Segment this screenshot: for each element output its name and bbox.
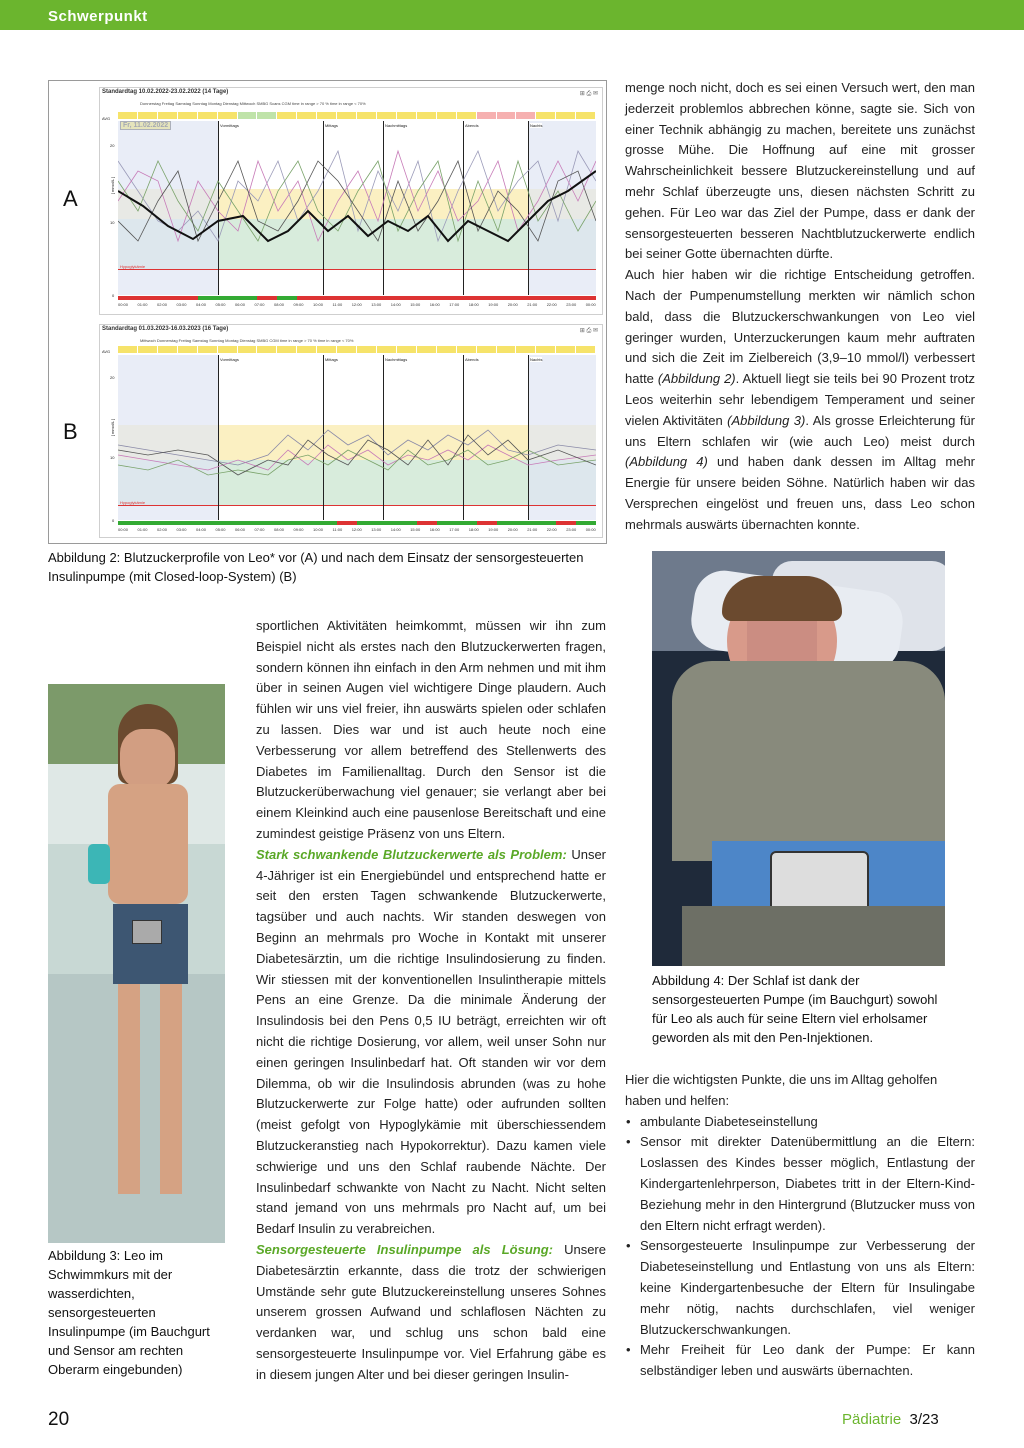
figure-reference: (Abbildung 3) <box>727 412 806 428</box>
segment-label-nachmittags: Nachmittags <box>385 357 408 362</box>
hypo-label: Hypoglykämie <box>120 264 146 269</box>
footer-journal <box>842 1411 939 1428</box>
chart-b-title: Standardtag 01.03.2023-16.03.2023 (16 Tage) <box>102 326 229 332</box>
subheading: Sensorgesteuerte Insulinpumpe als Lösung: <box>256 1241 553 1257</box>
list-item: • Sensorgesteuerte Insulinpumpe zur Verbesserung der Diabeteseinstellung und Entlastung von uns als Eltern: keine Kindergartenbesuche der Eltern für Insulingabe mehr nötig, nachts durchschlafen, viel weniger Blutzuckerschwankungen. <box>640 1236 975 1340</box>
chart-a-avg-label: AVG <box>102 116 111 121</box>
chart-b-y-tick-10: 10 <box>110 455 115 460</box>
page-number: 20 <box>48 1409 70 1430</box>
key-points-list <box>625 1112 975 1382</box>
figure-3-photo <box>48 684 225 1243</box>
chart-b-avg-label: AVG <box>102 349 111 354</box>
segment-label-abends: Abends <box>465 357 479 362</box>
chart-b-avg-row <box>118 346 596 353</box>
journal-name: Pädiatrie <box>842 1411 902 1428</box>
segment-label-abends: Abends <box>465 123 479 128</box>
chart-toolbar-icons[interactable]: ⊞ ⎙ ✉ <box>579 328 598 334</box>
chart-a-y-tick-10: 10 <box>110 220 115 225</box>
chart-panel-b <box>99 324 603 538</box>
segment-label-mittags: Mittags <box>325 357 338 362</box>
figure-reference: (Abbildung 4) <box>625 454 708 470</box>
segment-label-mittags: Mittags <box>325 123 338 128</box>
section-title: Schwerpunkt <box>48 8 148 25</box>
middle-column-text <box>256 616 606 1385</box>
segment-label-nachts: Nachts <box>530 357 543 362</box>
section-header-bar <box>0 0 1024 30</box>
chart-b-y-tick-20: 20 <box>110 375 115 380</box>
panel-a-letter: A <box>63 186 78 211</box>
paragraph: Stark schwankende Blutzuckerwerte als Problem: Unser 4-Jähriger ist ein Energiebündel und entsprechend hatte er seit den ersten Tagen schwankende Blutzuckerwerte, tagsüber und auch nachts. Wir standen deswegen von Beginn an mehrmals pro Woche in Kontakt mit unserer Diabetesärztin, um die richtige Insulindosierung zu finden. Wir stiessen mit der konventionellen Insulintherapie mittels Pens an eine Grenze. Da die minimale Änderung der Insulindosis bei den Pens 0,5 IU beträgt, erreichten wir oft nicht die richtige Dosierung, vor allem, weil unser Sohn nur einen geringen Insulinbedarf hat. Oft standen wir vor dem Dilemma, ob wir die Insulindosis abrunden (was zu hohe Blutzuckerwerte zur Folge hatte) oder aufrunden sollten (meist gefolgt von Hypoglykämie mit überschiessendem Blutzuckeranstieg nach Hypokorrektur). Dazu kamen viele schwierige und uns den Schlaf raubende Nächte. Der Insulinbedarf schwankte von Nacht zu Nacht. Nicht selten stand jemand von uns mehrmals pro Nacht auf, um bei Bedarf Insulin zu verabreichen. <box>256 846 606 1237</box>
chart-toolbar-icons[interactable]: ⊞ ⎙ ✉ <box>579 91 598 97</box>
list-item: • Mehr Freiheit für Leo dank der Pumpe: Er kann selbständiger leben und auswärts übernachten. <box>640 1340 975 1382</box>
figure-4-photo <box>652 551 945 966</box>
figure-2-caption: Abbildung 2: Blutzuckerprofile von Leo* vor (A) und nach dem Einsatz der sensorgesteuerten Insulinpumpe (mit Closed-loop-System) (B) <box>48 550 584 584</box>
figure-4-caption: Abbildung 4: Der Schlaf ist dank der sensorgesteuerten Pumpe (im Bauchgurt) sowohl für Leo als auch für seine Eltern viel erholsamer geworden als mit den Pen-Injektionen. <box>652 973 938 1045</box>
segment-label-nachmittags: Nachmittags <box>385 123 408 128</box>
figure-reference: (Abbildung 2) <box>657 371 736 387</box>
chart-b-legend: Mittwoch Donnerstag Freitag Samstag Sonntag Montag Dienstag SMBG CGM time in range > 70 % time in range < 70% <box>140 338 354 343</box>
chart-b-glucose-curves <box>118 355 596 520</box>
chart-b-status-bar <box>118 521 596 525</box>
paragraph: Hier die wichtigsten Punkte, die uns im Alltag geholfen haben und helfen: <box>625 1072 938 1108</box>
right-column-bottom-text <box>625 1070 975 1382</box>
chart-b-x-ticks: 00:00 01:00 02:00 03:00 04:00 05:00 06:00 07:00 08:00 09:00 10:00 11:00 12:00 13:00 14:00 15:00 16:00 17:00 18:00 19:00 20:00 21:00 22:00 23:00 00:00 <box>118 527 596 532</box>
paragraph: Auch hier haben wir die richtige Entscheidung getroffen. Nach der Pumpenumstellung merkten wir nämlich schon bald, dass die Blutzuckerschwankungen von Leo viel geringer wurden, Unterzuckerungen kaum mehr auftraten und sich die Zeit im Zielbereich (3,9–10 mmol/l) verbessert hatte (Abbildung 2). Aktuell liegt sie teils bei 90 Prozent trotz Leos weiterhin sehr lebendigem Temperament und seiner vielen Aktivitäten (Abbildung 3). Als grosse Erleichterung für uns Eltern schlafen wir (wie auch Leo) meist durch (Abbildung 4) und haben dank dessen im Alltag mehr Energie für unsere beiden Söhne. Natürlich haben wir das Versprechen eingelöst und freuen uns, dass Leo schon mehrmals auswärts übernachten konnte. <box>625 267 976 532</box>
chart-a-x-ticks: 00:00 01:00 02:00 03:00 04:00 05:00 06:00 07:00 08:00 09:00 10:00 11:00 12:00 13:00 14:00 15:00 16:00 17:00 18:00 19:00 20:00 21:00 22:00 23:00 00:00 <box>118 302 596 307</box>
chart-a-y-tick-0: 0 <box>112 293 115 298</box>
issue-number: 3/23 <box>909 1411 939 1428</box>
chart-a-title: Standardtag 10.02.2022-23.02.2022 (14 Tage) <box>102 89 229 95</box>
paragraph: Sensorgesteuerte Insulinpumpe als Lösung: Unsere Diabetesärztin erkannte, dass die trotz der schwierigen Umstände sehr gute Blutzuckereinstellung unseres Sohnes unserem grossen Aufwand und schlaflosen Nächten zu verdanken war, und schlug uns schon bald eine sensorgesteuerte Insulinpumpe vor. Viel Erfahrung gäbe es in diesem jungen Alter und bei dieser geringen Insulin- <box>256 1241 606 1382</box>
segment-label-vormittags: Vormittags <box>220 123 239 128</box>
chart-panel-a <box>99 87 603 315</box>
chart-b-y-tick-0: 0 <box>112 518 115 523</box>
list-item: • ambulante Diabeteseinstellung <box>640 1112 975 1133</box>
segment-label-vormittags: Vormittags <box>220 357 239 362</box>
right-column-top-text <box>625 78 975 536</box>
figure-3-caption: Abbildung 3: Leo im Schwimmkurs mit der wasserdichten, sensorgesteuerten Insulinpumpe (im Bauchgurt und Sensor am rechten Oberarm eingebunden) <box>48 1248 210 1377</box>
paragraph: sportlichen Aktivitäten heimkommt, müssen wir ihn zum Beispiel nicht als erstes nach den Blutzuckerwerten fragen, sondern können ihn einfach in den Arm nehmen und mit ihm über in seinen Augen viel wichtigere Dinge plaudern. Auch fühlen wir uns viel freier, ihn auswärts spielen oder schlafen zu lassen. Dies war und ist auch heute noch eine Verbesserung vor allem betreffend des Stellenwerts des Diabetes im Familienalltag. Durch den Sensor ist die Blutzuckerüberwachung viel genauer; sie verlangt aber bei einem Kleinkind auch eine pausenlose Bereitschaft und eine zumindest geistige Präsenz von uns Eltern. <box>256 618 606 841</box>
chart-b-y-label: [ mmol/L ] <box>110 418 116 437</box>
chart-b-plot-area <box>118 355 596 520</box>
figure-2 <box>48 80 607 544</box>
paragraph: menge noch nicht, doch es sei einen Versuch wert, den man jederzeit problemlos abbrechen könne, sagte sie. Sich von einer Technik abhängig zu machen, bereitete uns zunächst grosse Mühe. Die Hoffnung auf eine mit grosser Wahrscheinlichkeit bessere Blutzuckereinstellung und auf mehr Schlaf überzeugte uns, diesen nächsten Schritt zu gehen. Für Leo war das Ziel der Pumpe, dass er dank der sensorgesteuerten besseren Nachtblutzuckerwerte endlich bei seiner Gotte übernachten dürfte. <box>625 80 975 262</box>
chart-a-legend: Donnerstag Freitag Samstag Sonntag Montag Dienstag Mittwoch SMBG Scans CGM time in range > 70 % time in range < 70% <box>140 101 366 106</box>
chart-a-status-bar <box>118 296 596 300</box>
chart-a-glucose-curves <box>118 121 596 295</box>
chart-a-avg-row <box>118 112 596 119</box>
segment-label-nachts: Nachts <box>530 123 543 128</box>
chart-a-plot-area <box>118 121 596 295</box>
subheading: Stark schwankende Blutzuckerwerte als Problem: <box>256 846 567 862</box>
chart-a-y-label: [ mmol/L ] <box>110 176 116 195</box>
hypo-label: Hypoglykämie <box>120 500 146 505</box>
panel-b-letter: B <box>63 419 78 444</box>
chart-a-y-tick-20: 20 <box>110 143 115 148</box>
list-item: • Sensor mit direkter Datenübermittlung an die Eltern: Loslassen des Kindes besser möglich, Entlastung der Kindergartenlehrperson, Diabetes tritt in der Eltern-Kind-Beziehung mehr in den Hintergrund (Blutzucker muss von den Eltern nicht erfragt werden). <box>640 1132 975 1236</box>
